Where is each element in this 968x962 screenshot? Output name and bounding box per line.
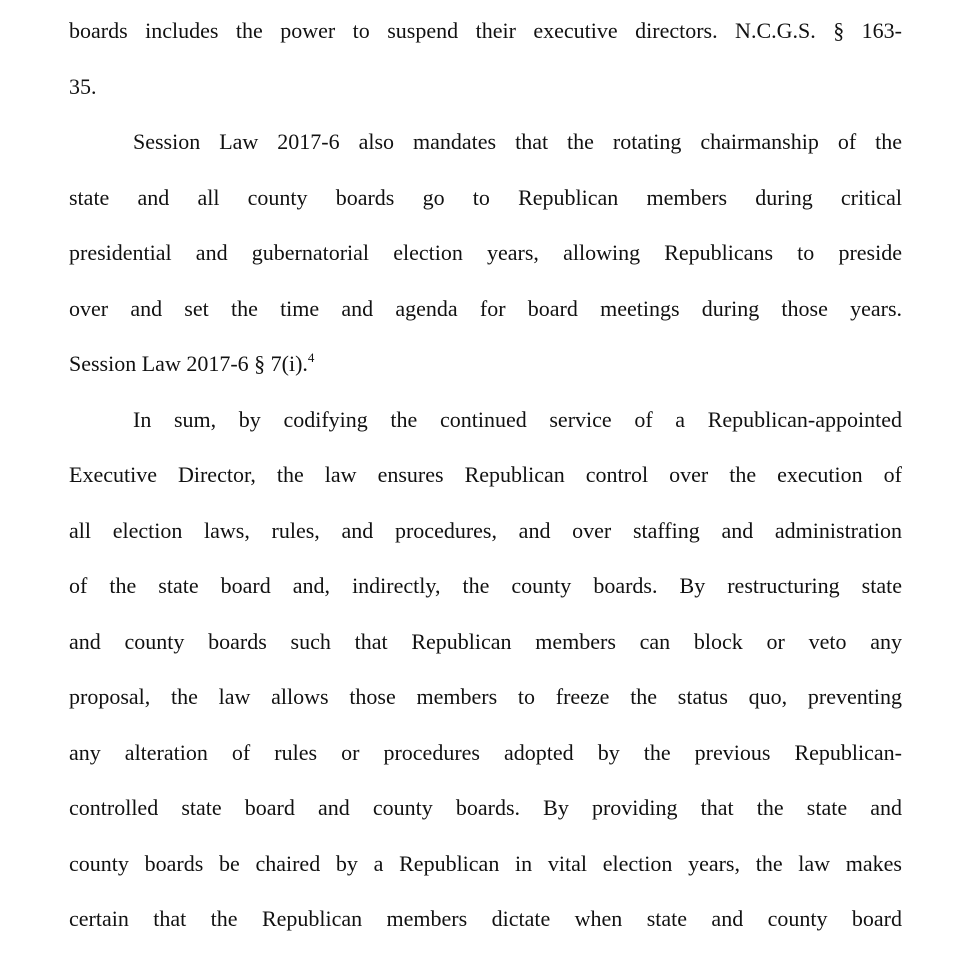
text-line: and county boards such that Republican members can block or veto any: [69, 629, 902, 654]
text-line: boards includes the power to suspend their executive directors. N.C.G.S. § 163-: [69, 18, 902, 43]
paragraph-start-line: In sum, by codifying the continued service of a Republican-appointed: [133, 407, 902, 432]
text-line: presidential and gubernatorial election years, allowing Republicans to preside: [69, 240, 902, 265]
text-line: state and all county boards go to Republican members during critical: [69, 185, 902, 210]
text-line: county boards be chaired by a Republican in vital election years, the law makes: [69, 851, 902, 876]
text-line: controlled state board and county boards. By providing that the state and: [69, 795, 902, 820]
text-line: Executive Director, the law ensures Republican control over the execution of: [69, 462, 902, 487]
text-line: over and set the time and agenda for board meetings during those years.: [69, 296, 902, 321]
text-line-with-footnote: [69, 349, 902, 379]
text-line: certain that the Republican members dictate when state and county board: [69, 906, 902, 931]
paragraph-start-line: Session Law 2017-6 also mandates that the rotating chairmanship of the: [133, 129, 902, 154]
text-line: Session Law 2017-6 § 7(i).: [69, 351, 308, 376]
text-line: proposal, the law allows those members to freeze the status quo, preventing: [69, 684, 902, 709]
text-line: 35.: [69, 74, 97, 99]
text-line: all election laws, rules, and procedures, and over staffing and administration: [69, 518, 902, 543]
text-line: of the state board and, indirectly, the county boards. By restructuring state: [69, 573, 902, 598]
footnote-reference[interactable]: 4: [307, 350, 315, 365]
text-line: any alteration of rules or procedures adopted by the previous Republican-: [69, 740, 902, 765]
